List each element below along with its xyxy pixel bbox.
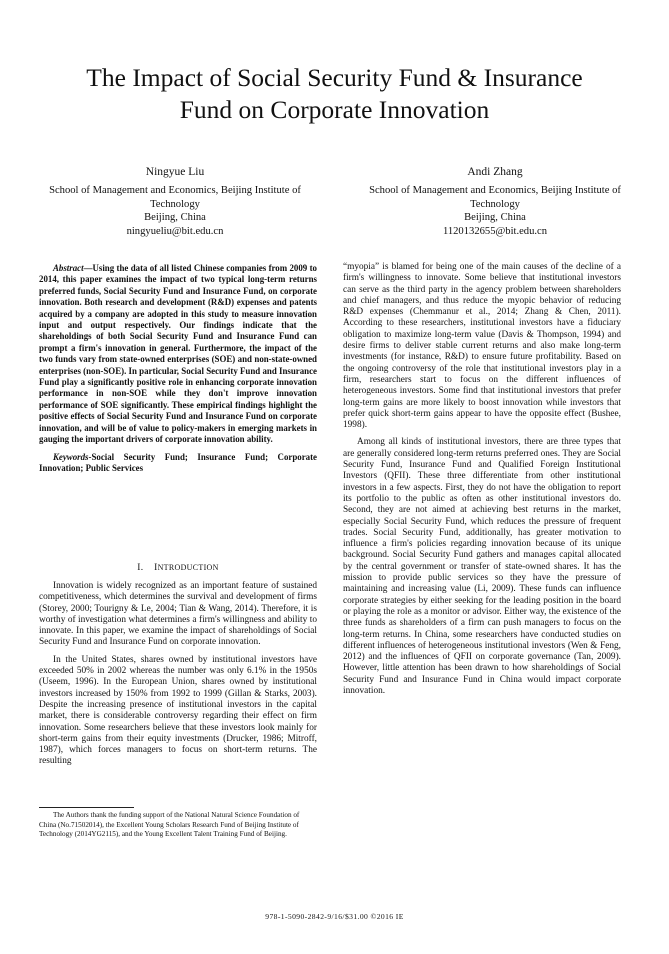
right-column	[343, 262, 621, 697]
copyright-footer: 978-1-5090-2842-9/16/$31.00 ©2016 IE	[265, 912, 404, 921]
author-city: Beijing, China	[464, 212, 526, 224]
introduction-body	[39, 581, 317, 768]
footnote: The Authors thank the funding support of the National Natural Science Foundation of China (No.71502014), the Excellent Young Scholars Research Fund of Beijing Institute of Technology (2014YG2115), and the Young Excellent Talent Training Fund of Beijing.	[39, 811, 300, 839]
author-name: Andi Zhang	[467, 166, 523, 178]
author-email: ningyueliu@bit.edu.cn	[126, 225, 224, 237]
abstract-label: Abstract	[53, 263, 84, 273]
author-affiliation-line-2: Technology	[150, 198, 200, 210]
paper-title	[40, 62, 629, 126]
intro-paragraph-1: Innovation is widely recognized as an important feature of sustained competitiveness, which determines the survival and development of firms (Storey, 2000; Tourigny & Le, 2004; Tian & Wang, 2014). Therefore, it is worthy of investigation what determines a firm's willingness and ability to innovate. In this paper, we examine the impact of shareholdings of Social Security Fund and Insurance Fund on corporate innovation.	[39, 581, 317, 648]
keywords	[39, 452, 317, 475]
author-name: Ningyue Liu	[145, 166, 205, 178]
author-block-1	[30, 166, 320, 238]
paper-title-line-2: Fund on Corporate Innovation	[179, 95, 490, 124]
author-city: Beijing, China	[144, 212, 206, 224]
section-heading	[39, 563, 317, 573]
abstract	[39, 263, 317, 446]
section-title-rest: NTRODUCTION	[157, 563, 219, 572]
author-email: 1120132655@bit.edu.cn	[442, 225, 548, 237]
left-column-top	[39, 263, 317, 474]
author-affiliation-line-1: School of Management and Economics, Beijing Institute of	[369, 185, 621, 197]
abstract-text: —Using the data of all listed Chinese companies from 2009 to 2014, this paper examines the impact of two typical long-term returns preferred funds, Social Security Fund and Insurance Fund, on corporate innovation. Both research and development (R&D) expenses and patents acquired by a company are adopted in this study to measure innovation input and output respectively. Our findings indicate that the shareholdings of both Social Security Fund and Insurance Fund can prompt a firm's innovation in general. Furthermore, the impact of the two funds vary from state-owned enterprises (SOE) and non-state-owned enterprises (non-SOE). In particular, Social Security Fund and Insurance Fund play a significantly positive role in enhancing corporate innovation performance in non-SOE while they don't improve innovation performance of SOE significantly. These empirical findings highlight the positive effects of Social Security Fund and Insurance Fund on corporate innovation, and will be of value to policy-makers in emerging markets in gauging the important drivers of corporate innovation ability.	[39, 263, 317, 445]
right-paragraph-2: Among all kinds of institutional investors, there are three types that are generally considered long-term returns preferred ones. They are Social Security Fund, Insurance Fund and Qualified Foreign Institutional Investors (QFII). These three differentiate from other institutional investors in a few aspects. First, they do not have the obligation to report its portfolio to the public as often as other institutional investors do. Second, they are not aimed at achieving best returns in the market, especially Social Security Fund, which reduces the pressure of frequent trades. Social Security Fund, additionally, has greater motivation to influence a firm's policies regarding innovation because of its unique background. Social Security Fund gathers and manages capital allocated by the central government or transfer of state-owned shares. It has the mission to provide public services so they have the pressure of maintaining and increasing value (Li, 2009). These funds can influence corporate strategies by either seeking for the leading position in the board or playing the role as a monitor or advisor. Either way, the existence of the three funds as shareholders of a firm can push managers to focus on the long-term returns. In China, some researchers have conducted studies on different influences of heterogeneous institutional investors (Wen & Feng, 2012) and the influences of QFII on corporate governance (Tan, 2009). However, little attention has been drawn to how shareholdings of Social Security Fund and Insurance Fund in China would impact corporate innovation.	[343, 437, 621, 696]
author-affiliation-line-1: School of Management and Economics, Beijing Institute of	[49, 185, 301, 197]
intro-paragraph-2: In the United States, shares owned by institutional investors have exceeded 50% in 2002 whereas the number was only 6.1% in the 1950s (Useem, 1996). In the European Union, shares owned by institutional investors increased by 150% from 1992 to 1999 (Gillan & Starks, 2003). Despite the increasing presence of institutional investors in the capital market, there is considerable controversy regarding their effect on firm innovation. Some researchers believe that these investors look mainly for short-term gains from their equity investments (Drucker, 1986; Mitroff, 1987), which forces managers to focus on short-term returns. The resulting	[39, 654, 317, 767]
author-block-2	[350, 166, 640, 238]
right-paragraph-1: “myopia” is blamed for being one of the main causes of the decline of a firm's willingness to innovate. Some believe that institutional investors can serve as the third party in the agency problem between shareholders and chief managers, and thus reduce the myopic behavior of reducing R&D expenses (Chemmanur et al., 2014; Zhang & Chen, 2011). According to these researchers, institutional investors have a fiduciary obligation to maximize long-term value (Davis & Thompson, 1994) and desire firms to deliver stable current returns and also make long-term investments (for instance, R&D) to ensure future profitability. Based on the ongoing controversy of the role that institutional investors play in a firm, researchers start to focus on the different influences of heterogeneous investors. Some find that institutional investors that prefer long-term gains are more likely to boost innovation while investors that prefer quick short-term gains appear to have the opposite effect (Bushee, 1998).	[343, 262, 621, 431]
section-title-initial: I	[154, 563, 158, 573]
keywords-label: Keywords	[53, 451, 89, 462]
section-number: I.	[137, 563, 144, 573]
author-affiliation-line-2: Technology	[470, 198, 520, 210]
paper-title-line-1: The Impact of Social Security Fund & Insurance	[86, 63, 583, 92]
footnote-divider	[39, 807, 134, 808]
keywords-text: -Social Security Fund; Insurance Fund; Corporate Innovation; Public Services	[39, 451, 317, 473]
